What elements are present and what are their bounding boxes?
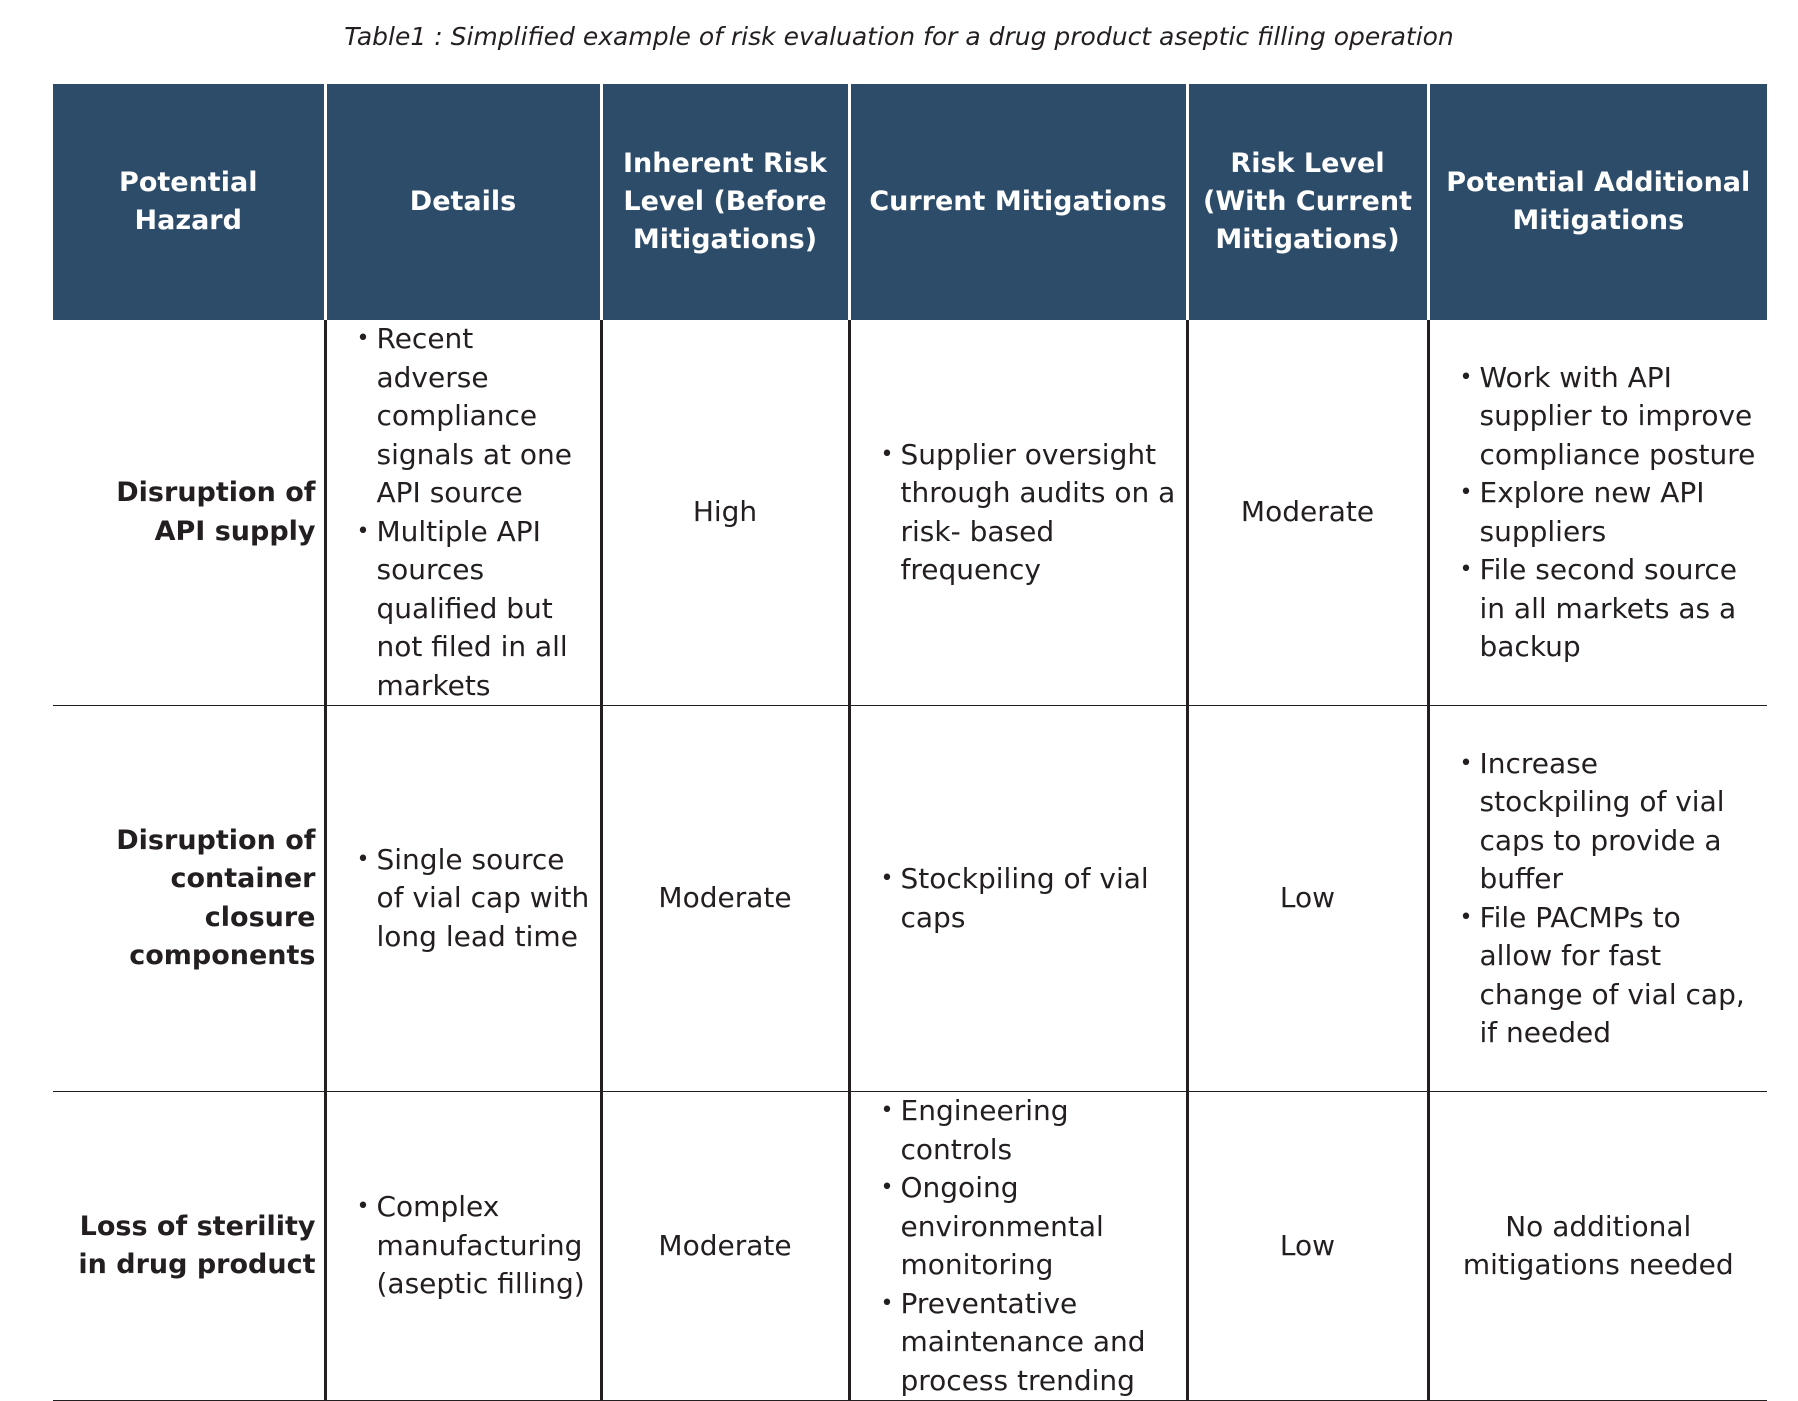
additional-mitigations-cell: No additional mitigations needed xyxy=(1428,1092,1767,1401)
header-current-mitigations: Current Mitigations xyxy=(849,84,1187,320)
additional-mitigations-list xyxy=(1440,745,1758,1053)
current-mitigations-cell xyxy=(849,706,1187,1092)
list-item: • Explore new API suppliers xyxy=(1459,476,1705,548)
hazard-cell: Loss of sterility in drug product xyxy=(53,1092,325,1401)
header-details: Details xyxy=(325,84,601,320)
hazard-cell: Disruption of API supply xyxy=(53,320,325,706)
current-mitigations-list xyxy=(861,1092,1176,1400)
table-row xyxy=(53,320,1767,706)
list-item: • Supplier oversight through audits on a risk- based frequency xyxy=(880,437,1176,586)
list-item: • File PACMPs to allow for fast change of vial cap, if needed xyxy=(1459,900,1745,1049)
list-item: • Ongoing environmental monitoring xyxy=(880,1171,1104,1281)
header-potential-hazard: Potential Hazard xyxy=(53,84,325,320)
residual-risk-cell: Low xyxy=(1187,706,1428,1092)
additional-mitigations-cell xyxy=(1428,320,1767,706)
header-inherent-risk-level: Inherent Risk Level (Before Mitigations) xyxy=(601,84,849,320)
residual-risk-cell: Moderate xyxy=(1187,320,1428,706)
list-item: • Engineering controls xyxy=(880,1094,1069,1166)
current-mitigations-list xyxy=(861,860,1176,937)
list-item: • Multiple API sources qualified but not filed in all markets xyxy=(356,514,568,702)
list-item: • Recent adverse compliance signals at one API source xyxy=(356,322,572,509)
header-risk-level-with-mitigations: Risk Level (With Current Mitigations) xyxy=(1187,84,1428,320)
table-caption: Table1 : Simplified example of risk evaluation for a drug product aseptic filling operation xyxy=(344,22,1454,51)
details-cell xyxy=(325,1092,601,1401)
list-item: • Single source of vial cap with long lead time xyxy=(356,842,590,953)
details-cell xyxy=(325,706,601,1092)
current-mitigations-cell xyxy=(849,1092,1187,1401)
details-list xyxy=(337,1188,590,1304)
table-body xyxy=(53,320,1767,1401)
current-mitigations-list xyxy=(861,436,1176,590)
details-list xyxy=(337,841,590,957)
details-list xyxy=(337,320,590,705)
current-mitigations-cell xyxy=(849,320,1187,706)
list-item: • Preventative maintenance and process trending xyxy=(880,1286,1146,1397)
additional-mitigations-list xyxy=(1440,359,1758,667)
list-item: • Complex manufacturing (aseptic filling) xyxy=(356,1190,585,1301)
table-row xyxy=(53,706,1767,1092)
details-cell xyxy=(325,320,601,706)
list-item: • Work with API supplier to improve compliance posture xyxy=(1459,360,1756,471)
header-row xyxy=(53,84,1767,320)
residual-risk-cell: Low xyxy=(1187,1092,1428,1401)
risk-evaluation-table xyxy=(53,84,1767,1401)
additional-mitigations-cell xyxy=(1428,706,1767,1092)
inherent-risk-cell: Moderate xyxy=(601,1092,849,1401)
inherent-risk-cell: High xyxy=(601,320,849,706)
table-header xyxy=(53,84,1767,320)
header-additional-mitigations: Potential Additional Mitigations xyxy=(1428,84,1767,320)
list-item: • Stockpiling of vial caps xyxy=(880,862,1149,934)
list-item: • Increase stockpiling of vial caps to provide a buffer xyxy=(1459,746,1725,895)
list-item: • File second source in all markets as a backup xyxy=(1459,553,1737,663)
inherent-risk-cell: Moderate xyxy=(601,706,849,1092)
table-row xyxy=(53,1092,1767,1401)
hazard-cell: Disruption of container closure components xyxy=(53,706,325,1092)
